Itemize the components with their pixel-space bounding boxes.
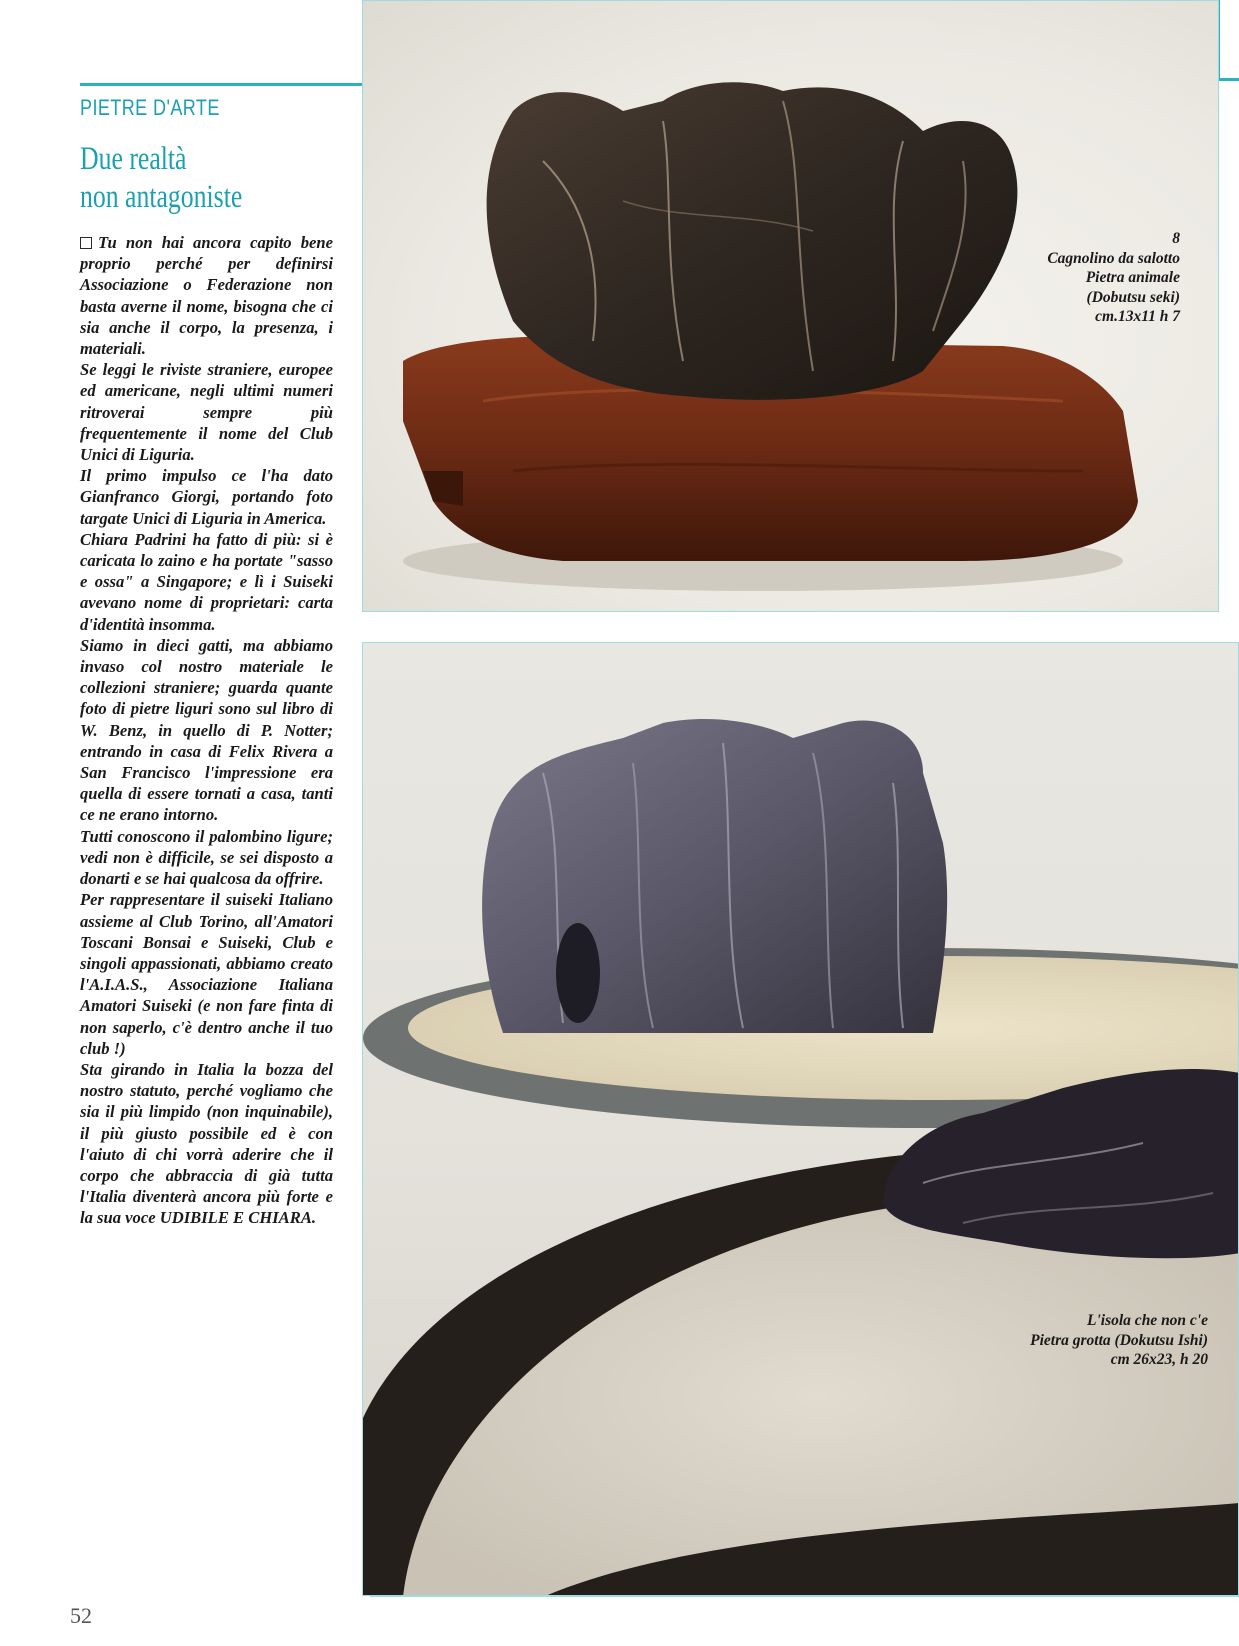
photo-2-caption <box>848 1311 1208 1370</box>
photo-grotto-stone-tray <box>362 642 1239 1596</box>
body-paragraph: Il primo impulso ce l'ha dato Gianfranco Giorgi, portando foto targate Unici di Liguria in America. <box>80 466 333 528</box>
photo-1-caption <box>940 229 1180 327</box>
grotto-photo-illustration <box>363 643 1239 1596</box>
body-paragraph: Se leggi le riviste straniere, europee ed americane, negli ultimi numeri ritroverai sempre più frequentemente il nome del Club Unici di Liguria. <box>80 360 333 465</box>
body-paragraph: Sta girando in Italia la bozza del nostro statuto, perché vogliamo che sia il più limpido (non inquinabile), il più giusto possibile ed è con l'aiuto di chi vorrà aderire che il corpo che abbraccia di già tutta l'Italia diventerà ancora più forte e la sua voce UDIBILE E CHIARA. <box>80 1059 333 1228</box>
body-paragraph: Per rappresentare il suiseki Italiano assieme al Club Torino, all'Amatori Toscani Bonsai e Suiseki, Club e singoli appassionati, abbiamo creato l'A.I.A.S., Associazione Italiana Amatori Suiseki (e non fare finta di non saperlo, c'è dentro anche il tuo club !) <box>80 890 333 1058</box>
bullet-square-icon <box>80 237 92 249</box>
article-body <box>80 232 333 1229</box>
photo-stone-on-wood-base <box>362 0 1219 612</box>
headline-line-1: Due realtà <box>80 141 187 177</box>
caption-japanese-name: (Dobutsu seki) <box>1086 288 1180 306</box>
caption-category: Pietra grotta (Dokutsu Ishi) <box>1030 1331 1208 1349</box>
caption-dimensions: cm 26x23, h 20 <box>1110 1351 1208 1368</box>
body-paragraph: Chiara Padrini ha fatto di più: si è caricata lo zaino e ha portate "sasso e ossa" a Singapore; e lì i Suiseki avevano nome di proprietari: carta d'identità insomma. <box>80 529 333 634</box>
caption-title: Cagnolino da salotto <box>1047 249 1180 267</box>
bottom-rule <box>370 1595 1239 1597</box>
page-number: 52 <box>70 1603 92 1628</box>
body-paragraph-text: Tu non hai ancora capito bene proprio perché per definirsi Associazione o Federazione non basta averne il nome, bisogna che ci sia anche il corpo, la presenza, i materiali. <box>80 233 333 359</box>
body-paragraph: Tutti conoscono il palombino ligure; vedi non è difficile, se sei disposto a donarti e se hai qualcosa da offrire. <box>80 826 333 889</box>
body-paragraph <box>80 232 333 359</box>
section-rule-left <box>80 83 362 86</box>
article-headline <box>80 140 298 216</box>
caption-dimensions: cm.13x11 h 7 <box>1095 308 1180 325</box>
caption-title: L'isola che non c'e <box>1087 1312 1208 1329</box>
section-rule-right <box>1218 78 1239 81</box>
body-paragraph: Siamo in dieci gatti, ma abbiamo invaso col nostro materiale le collezioni straniere; guarda quante foto di pietre liguri sono sul libro di W. Benz, in quello di P. Notter; entrando in casa di Felix Rivera a San Francisco l'impressione era quella di essere tornati a casa, tanti ce ne erano intorno. <box>80 635 333 825</box>
section-label: PIETRE D'ARTE <box>80 95 220 120</box>
headline-line-2: non antagoniste <box>80 179 243 215</box>
caption-category: Pietra animale <box>1085 269 1180 286</box>
caption-figure-number: 8 <box>1172 230 1180 247</box>
